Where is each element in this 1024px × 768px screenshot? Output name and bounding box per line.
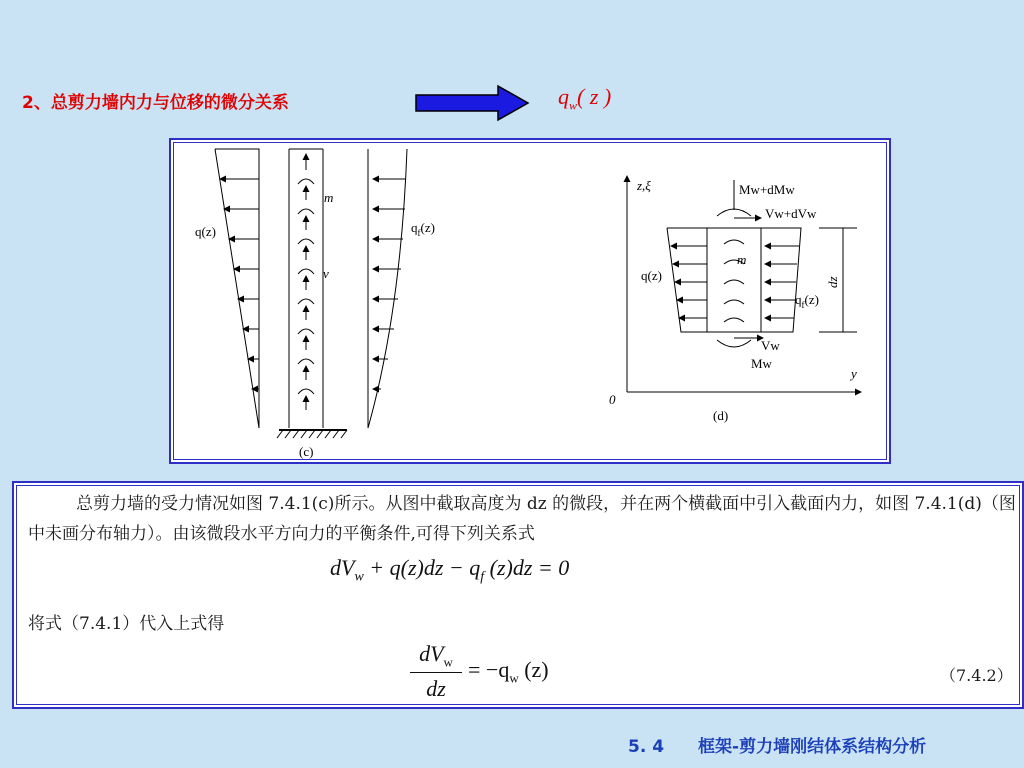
caption-c: (c): [299, 444, 314, 459]
fraction-denominator: dz: [426, 676, 446, 701]
footer-section-number: 5. 4: [628, 737, 665, 757]
top-shear-label: Vw+dVw: [765, 206, 817, 221]
load-diagram-q: [215, 149, 259, 428]
label-q-d: q(z): [641, 268, 662, 283]
shear-wall-c: [277, 149, 347, 438]
label-qf-c: $q_f(z)$: [411, 220, 435, 238]
label-m-d: m: [737, 252, 747, 267]
dz-label: dz: [825, 276, 840, 288]
caption-d: (d): [713, 408, 729, 423]
footer: [628, 732, 926, 757]
result-symbol: $q_w$( z ): [558, 84, 612, 113]
text-panel: [12, 481, 1024, 709]
fraction-numerator: $dV_w$: [419, 641, 453, 670]
label-v-c: v: [323, 266, 329, 281]
label-qf-d: $q_f(z)$: [795, 292, 819, 310]
equation-number: （7.4.2）: [940, 666, 1013, 685]
footer-title: 框架-剪力墙刚结体系结构分析: [698, 737, 927, 757]
axis-z-label: z,ξ: [637, 178, 651, 193]
equilibrium-equation: $dV_w + q(z)dz - q_f$ (z)dz = 0: [330, 555, 570, 585]
figure-panel: [169, 138, 891, 464]
label-m-c: m: [324, 190, 334, 205]
fraction-bar: [410, 672, 462, 673]
right-arrow-icon: [414, 83, 532, 123]
equation-rhs: = $-q_w$ (z): [468, 657, 549, 686]
wall-segment-d: [667, 180, 857, 347]
load-diagram-qf: [368, 149, 407, 428]
bottom-shear-label: Vw: [761, 338, 780, 353]
figure-drawing: [171, 140, 889, 462]
origin-label: 0: [609, 392, 616, 407]
bottom-moment-label: Mw: [751, 356, 772, 371]
top-moment-label: Mw+dMw: [739, 182, 795, 197]
body-paragraph: 总剪力墙的受力情况如图 7.4.1(c)所示。从图中截取高度为 dz 的微段，并在两个横截面中引入截面内力，如图 7.4.1(d)（图中未画分布轴力）。由该微段水平方向力的平衡条件,可得下列关系式: [28, 494, 1016, 544]
axis-y-label: y: [851, 366, 857, 381]
substitution-text: 将式（7.4.1）代入上式得: [28, 614, 225, 634]
section-heading: 2、总剪力墙内力与位移的微分关系: [22, 93, 289, 113]
label-q-c: q(z): [195, 224, 216, 239]
